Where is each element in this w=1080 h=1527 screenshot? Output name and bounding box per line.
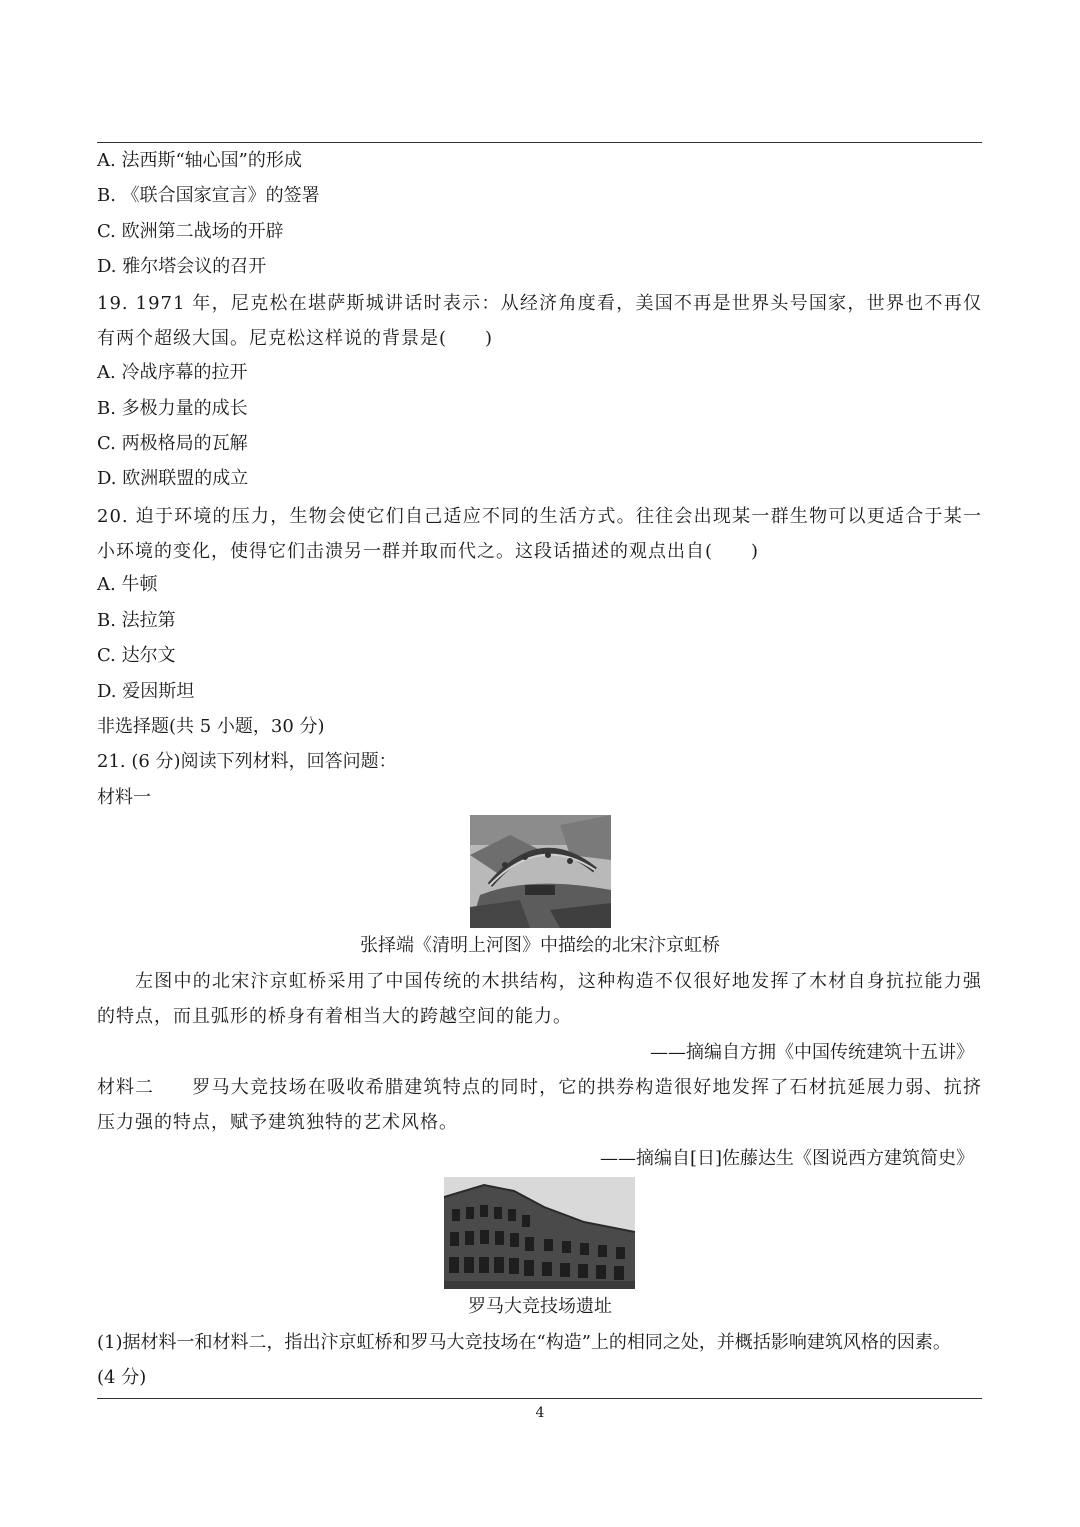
q19-stem: 19. 1971 年，尼克松在堪萨斯城讲话时表示：从经济角度看，美国不再是世界头号国家，世界也不再仅有两个超级大国。尼克松这样说的背景是( ) xyxy=(97,293,982,349)
material2-label: 材料二 xyxy=(97,1077,154,1098)
q20-option-b: B. 法拉第 xyxy=(97,610,176,631)
material1-label: 材料一 xyxy=(97,787,151,808)
q20-option-c: C. 达尔文 xyxy=(97,645,176,666)
colosseum-image xyxy=(444,1177,635,1289)
q20-option-a: A. 牛顿 xyxy=(97,574,158,595)
rainbow-bridge-image xyxy=(470,815,611,928)
section-title: 非选择题(共 5 小题，30 分) xyxy=(97,716,325,737)
q19-option-a: A. 冷战序幕的拉开 xyxy=(97,362,248,383)
material1-source: ——摘编自方拥《中国传统建筑十五讲》 xyxy=(650,1042,974,1063)
image2-caption: 罗马大竞技场遗址 xyxy=(468,1296,612,1317)
q18-option-b: B. 《联合国家宣言》的签署 xyxy=(97,185,320,206)
material2-source: ——摘编自[日]佐藤达生《图说西方建筑简史》 xyxy=(599,1148,974,1169)
q18-option-d: D. 雅尔塔会议的召开 xyxy=(97,256,267,277)
q21-sub1-line1: (1)据材料一和材料二，指出汴京虹桥和罗马大竞技场在“构造”上的相同之处，并概括影响建筑风格的因素。 xyxy=(97,1332,951,1353)
rainbow-bridge-illustration xyxy=(470,815,611,928)
q19-option-d: D. 欧洲联盟的成立 xyxy=(97,468,249,489)
page-number: 4 xyxy=(535,1405,545,1421)
material1-text: 左图中的北宋汴京虹桥采用了中国传统的木拱结构，这种构造不仅很好地发挥了木材自身抗拉能力强的特点，而且弧形的桥身有着相当大的跨越空间的能力。 xyxy=(97,971,982,1027)
q19-option-c: C. 两极格局的瓦解 xyxy=(97,433,248,454)
q19-option-b: B. 多极力量的成长 xyxy=(97,398,248,419)
q20-stem: 20. 迫于环境的压力，生物会使它们自己适应不同的生活方式。往往会出现某一群生物可以更适合于某一小环境的变化，使得它们击溃另一群并取而代之。这段话描述的观点出自( ) xyxy=(97,506,982,562)
top-rule xyxy=(97,142,982,143)
material2-block xyxy=(97,1070,982,1140)
q21-sub1-line2: (4 分) xyxy=(97,1367,147,1388)
q21-stem: 21. (6 分)阅读下列材料，回答问题： xyxy=(97,751,397,772)
bottom-rule xyxy=(97,1398,982,1399)
colosseum-illustration xyxy=(444,1177,635,1289)
image1-caption: 张择端《清明上河图》中描绘的北宋汴京虹桥 xyxy=(360,935,720,956)
q18-option-a: A. 法西斯“轴心国”的形成 xyxy=(97,150,302,171)
material2-text: 罗马大竞技场在吸收希腊建筑特点的同时，它的拱券构造很好地发挥了石材抗延展力弱、抗挤压力强的特点，赋予建筑独特的艺术风格。 xyxy=(97,1077,982,1133)
q18-option-c: C. 欧洲第二战场的开辟 xyxy=(97,221,284,242)
q20-option-d: D. 爱因斯坦 xyxy=(97,681,195,702)
